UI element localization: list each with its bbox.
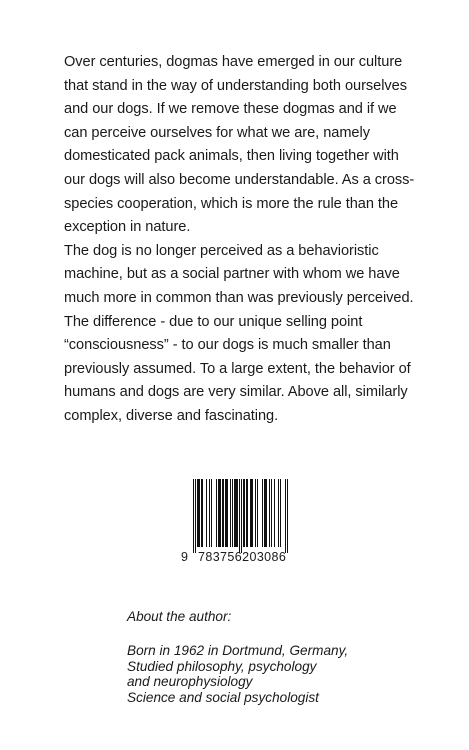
barcode-bar xyxy=(230,479,231,547)
barcode-bar xyxy=(269,479,270,547)
barcode-bar xyxy=(206,479,207,547)
barcode-bar xyxy=(225,479,226,547)
barcode-bar xyxy=(201,479,202,547)
barcode-bar xyxy=(274,479,275,547)
blurb-paragraph-2: The dog is no longer perceived as a behavioristic machine, but as a social partner with whom we have much more in common than was previously perceived. The difference - due to our unique selling point “consciousness” - to our dogs is much smaller than previously assumed. To a large extent, the behavior of humans and dogs are very similar. Above all, similarly complex, diverse and fascinating. xyxy=(64,242,414,424)
author-detail-line: Born in 1962 in Dortmund, Germany, xyxy=(127,642,349,658)
barcode-bar xyxy=(209,479,210,547)
barcode-bar xyxy=(235,479,236,547)
barcode-bar xyxy=(243,479,244,547)
barcode-bar xyxy=(237,479,238,547)
barcode-bar xyxy=(251,479,252,547)
blurb-paragraph-1: Over centuries, dogmas have emerged in our culture that stand in the way of understanding both ourselves and our dogs. If we remove these dogmas and if we can perceive ourselves for what we are, namely domesticated pack animals, then living together with our dogs will also become understandable. As a cross-species cooperation, which is more the rule than the exception in nature. xyxy=(64,54,415,236)
barcode-bar xyxy=(247,479,248,547)
barcode-bar xyxy=(262,479,263,547)
author-detail-line: and neurophysiology xyxy=(127,674,253,690)
barcode-bar xyxy=(266,479,267,547)
barcode-bar xyxy=(198,479,199,547)
barcode-bar xyxy=(255,479,256,547)
about-the-author xyxy=(127,609,427,706)
barcode-bar xyxy=(197,479,198,547)
barcode-bar xyxy=(232,479,233,547)
barcode-bar xyxy=(287,479,288,553)
barcode-bar xyxy=(216,479,217,547)
barcode-bar xyxy=(264,479,265,547)
barcode-bar xyxy=(252,479,253,547)
barcode-bar xyxy=(246,479,247,547)
about-author-details xyxy=(127,643,427,706)
barcode-bar xyxy=(250,479,251,547)
about-author-heading: About the author: xyxy=(127,609,232,624)
barcode-bar xyxy=(193,479,194,553)
barcode-bar xyxy=(236,479,237,547)
barcode-bar xyxy=(199,479,200,547)
barcode-bar xyxy=(271,479,272,547)
barcode-bar xyxy=(195,479,196,553)
barcode-bar xyxy=(241,479,242,553)
isbn-first-digit: 9 xyxy=(181,550,189,564)
barcode-bar xyxy=(265,479,266,547)
barcode-bar xyxy=(257,479,258,547)
back-cover-blurb xyxy=(64,51,416,429)
barcode-bar xyxy=(278,479,279,547)
barcode-bar xyxy=(226,479,227,547)
author-detail-line: Studied philosophy, psychology xyxy=(127,658,317,674)
barcode-bar xyxy=(222,479,223,547)
isbn-barcode xyxy=(181,473,296,573)
barcode-bar xyxy=(218,479,219,547)
barcode-bars xyxy=(181,473,296,553)
barcode-bar xyxy=(220,479,221,547)
barcode-bar xyxy=(211,479,212,547)
barcode-bar xyxy=(234,479,235,547)
barcode-bar xyxy=(239,479,240,553)
barcode-bar xyxy=(202,479,203,547)
barcode-bar xyxy=(223,479,224,547)
author-detail-line: Science and social psychologist xyxy=(127,690,319,706)
barcode-bar xyxy=(227,479,228,547)
barcode-bar xyxy=(219,479,220,547)
barcode-bar xyxy=(280,479,281,547)
barcode-bar xyxy=(244,479,245,547)
barcode-bar xyxy=(285,479,286,553)
isbn-remaining-digits: 783756203086 xyxy=(198,550,287,564)
